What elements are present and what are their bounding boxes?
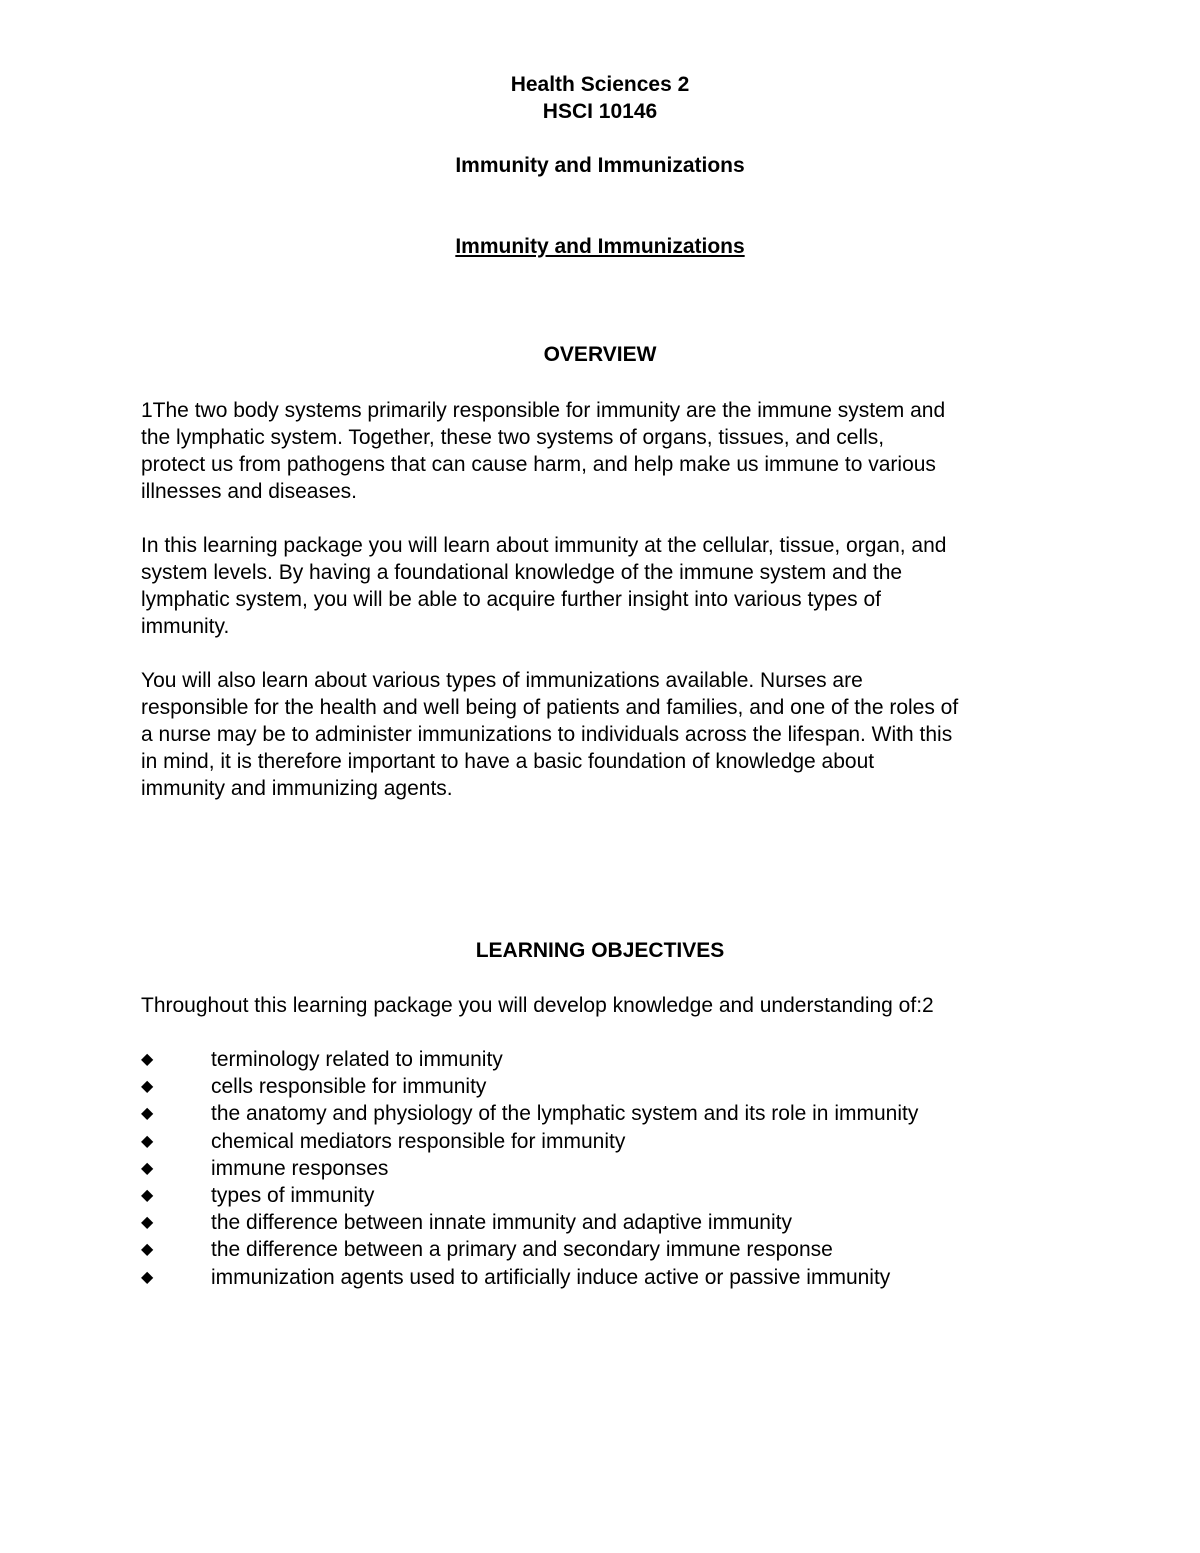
paragraph-line: responsible for the health and well being of patients and families, and one of the roles of bbox=[141, 696, 959, 719]
intro-line: Throughout this learning package you will develop knowledge and understanding of:2 bbox=[141, 994, 934, 1017]
overview-paragraph-1 bbox=[141, 397, 1076, 505]
diamond-bullet-icon: ◆ bbox=[141, 1105, 154, 1123]
list-item bbox=[141, 1209, 1076, 1236]
list-item bbox=[141, 1128, 1076, 1155]
overview-paragraph-2 bbox=[141, 532, 1076, 640]
paragraph-line: In this learning package you will learn about immunity at the cellular, tissue, organ, and bbox=[141, 534, 947, 557]
diamond-bullet-icon: ◆ bbox=[141, 1051, 154, 1068]
paragraph-line: a nurse may be to administer immunizations to individuals across the lifespan. With this bbox=[141, 723, 953, 746]
list-item bbox=[141, 1073, 1076, 1100]
course-code: HSCI 10146 bbox=[542, 100, 658, 123]
section-title-underlined: Immunity and Immunizations bbox=[455, 235, 745, 258]
paragraph-line: illnesses and diseases. bbox=[141, 480, 357, 503]
list-item bbox=[141, 1100, 1076, 1127]
paragraph-line: the lymphatic system. Together, these two systems of organs, tissues, and cells, bbox=[141, 426, 885, 449]
paragraph-line: lymphatic system, you will be able to acquire further insight into various types of bbox=[141, 588, 882, 611]
paragraph-line: You will also learn about various types of immunizations available. Nurses are bbox=[141, 669, 863, 692]
list-item bbox=[141, 1155, 1076, 1182]
list-item-text: chemical mediators responsible for immunity bbox=[211, 1129, 626, 1153]
list-item bbox=[141, 1046, 1076, 1073]
list-item-text: immune responses bbox=[211, 1156, 389, 1180]
list-item bbox=[141, 1182, 1076, 1209]
diamond-bullet-icon: ◆ bbox=[141, 1159, 154, 1177]
list-item-text: the difference between innate immunity and adaptive immunity bbox=[211, 1211, 792, 1235]
list-item-text: types of immunity bbox=[211, 1184, 375, 1208]
paragraph-line: in mind, it is therefore important to have a basic foundation of knowledge about bbox=[141, 750, 875, 773]
list-item-text: the difference between a primary and secondary immune response bbox=[211, 1238, 833, 1262]
list-item-text: cells responsible for immunity bbox=[211, 1075, 487, 1099]
diamond-bullet-icon: ◆ bbox=[141, 1241, 154, 1259]
diamond-bullet-icon: ◆ bbox=[141, 1268, 154, 1286]
objectives-intro bbox=[141, 992, 1076, 1019]
objectives-list bbox=[141, 1046, 1076, 1291]
paragraph-line: 1The two body systems primarily responsible for immunity are the immune system and bbox=[141, 399, 946, 422]
overview-heading: OVERVIEW bbox=[543, 343, 657, 366]
course-name: Health Sciences 2 bbox=[510, 73, 690, 96]
document-title: Immunity and Immunizations bbox=[455, 154, 745, 177]
diamond-bullet-icon: ◆ bbox=[141, 1187, 154, 1205]
paragraph-line: immunity. bbox=[141, 615, 230, 638]
diamond-bullet-icon: ◆ bbox=[141, 1214, 154, 1232]
list-item bbox=[141, 1264, 1076, 1291]
list-item-text: terminology related to immunity bbox=[211, 1048, 503, 1071]
overview-paragraph-3 bbox=[141, 667, 1076, 802]
paragraph-line: protect us from pathogens that can cause harm, and help make us immune to various bbox=[141, 453, 936, 476]
paragraph-line: system levels. By having a foundational knowledge of the immune system and the bbox=[141, 561, 903, 584]
diamond-bullet-icon: ◆ bbox=[141, 1132, 154, 1150]
diamond-bullet-icon: ◆ bbox=[141, 1078, 154, 1096]
paragraph-line: immunity and immunizing agents. bbox=[141, 777, 453, 800]
learning-objectives-heading: LEARNING OBJECTIVES bbox=[475, 939, 725, 962]
list-item-text: immunization agents used to artificially induce active or passive immunity bbox=[211, 1265, 891, 1289]
list-item-text: the anatomy and physiology of the lymphatic system and its role in immunity bbox=[211, 1102, 919, 1126]
list-item bbox=[141, 1236, 1076, 1263]
